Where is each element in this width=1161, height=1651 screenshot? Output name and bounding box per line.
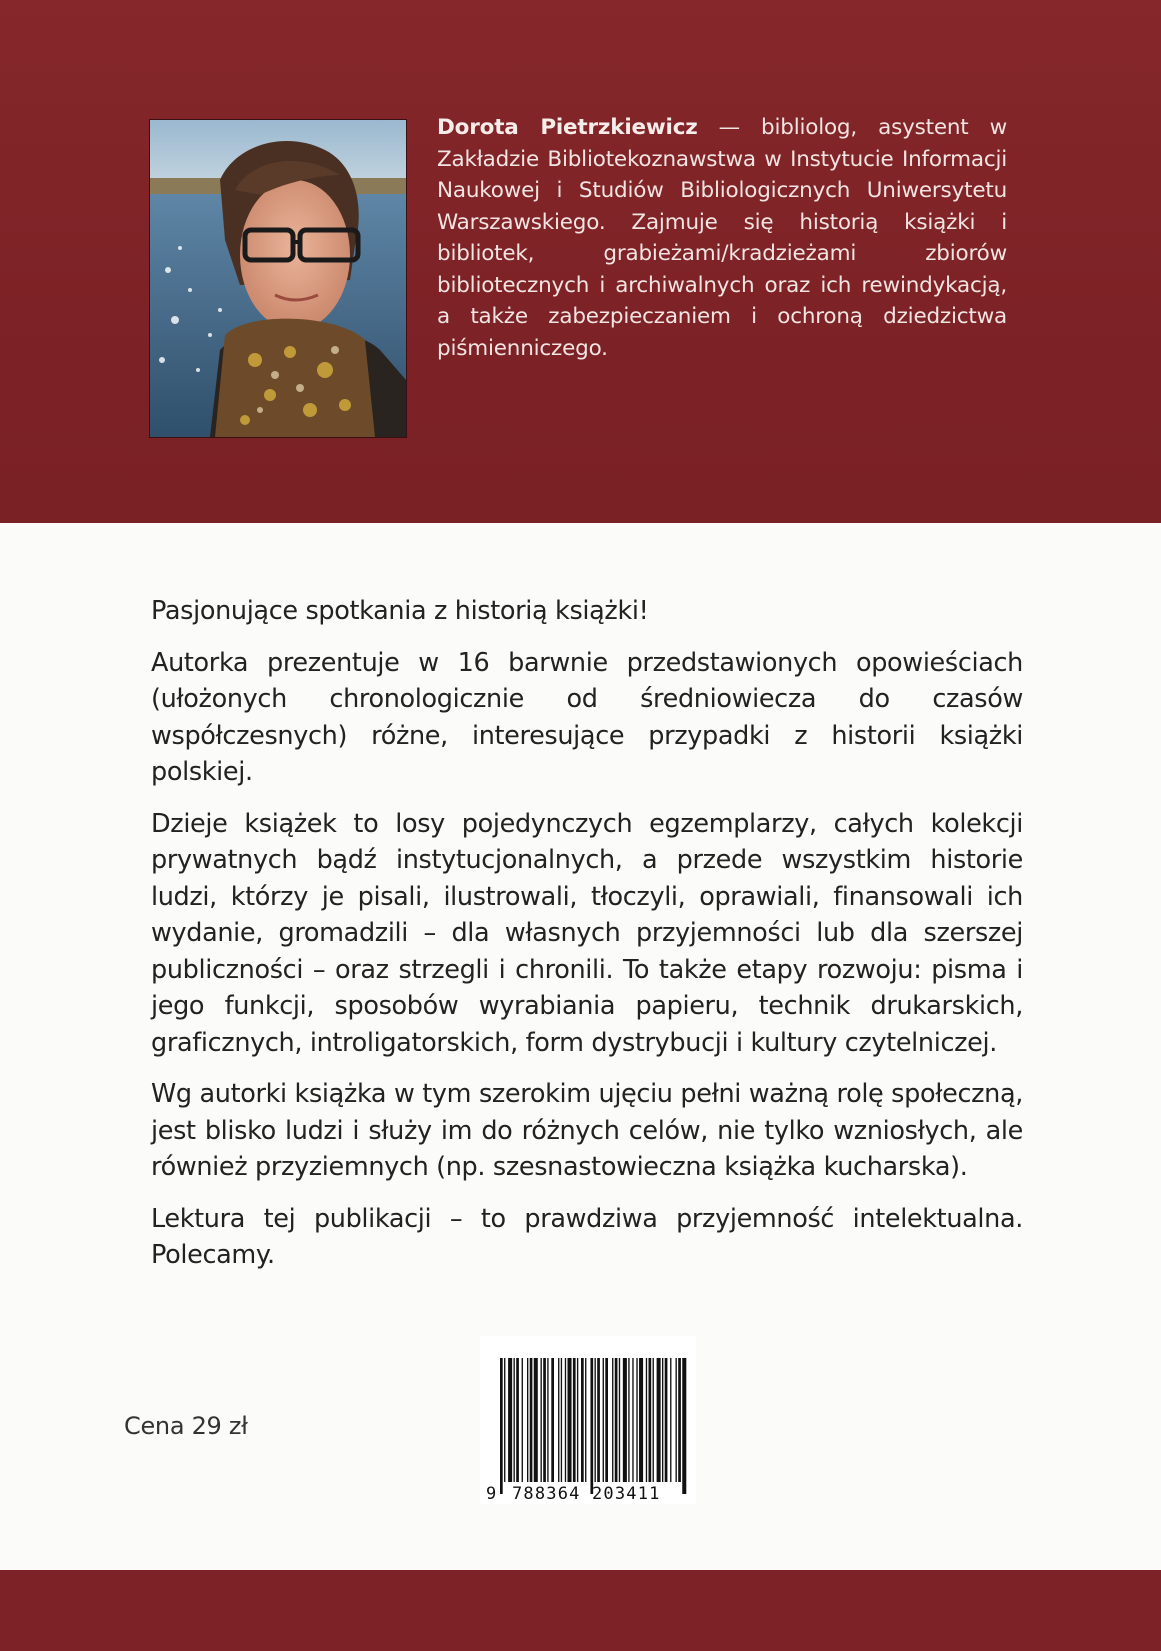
barcode xyxy=(480,1336,696,1504)
barcode-bar xyxy=(595,1358,596,1482)
barcode-bar xyxy=(676,1358,677,1482)
price-label: Cena 29 zł xyxy=(124,1412,248,1440)
author-photo xyxy=(149,119,407,438)
barcode-bar xyxy=(632,1358,633,1482)
barcode-bar xyxy=(649,1358,652,1482)
barcode-bar xyxy=(508,1358,512,1482)
barcode-bar xyxy=(628,1358,629,1482)
barcode-bar xyxy=(678,1358,681,1482)
barcode-bar xyxy=(639,1358,643,1482)
barcode-bar xyxy=(597,1358,600,1482)
ean-group-2: 203411 xyxy=(592,1484,661,1504)
barcode-bar xyxy=(541,1358,542,1482)
barcode-bar xyxy=(605,1358,608,1482)
blurb-paragraph: Wg autorki książka w tym szerokim ujęciu pełni ważną rolę społeczną, jest blisko ludzi i służy im do różnych celów, nie tylko wzniosłych, ale również przyziemnych (np. szesnastowieczna książka kucharska). xyxy=(151,1079,1023,1182)
ean-first-digit: 9 xyxy=(486,1484,498,1504)
barcode-bar xyxy=(653,1358,654,1482)
barcode-bar xyxy=(516,1358,519,1482)
barcode-bar xyxy=(543,1358,546,1482)
barcode-bar xyxy=(547,1358,548,1482)
barcode-bar xyxy=(657,1358,661,1482)
blurb-paragraph: Autorka prezentuje w 16 barwnie przedstawionych opowieściach (ułożonych chronologicznie od średniowiecza do czasów współczesnych) różne, interesujące przypadki z historii książki polskiej. xyxy=(151,647,1023,787)
barcode-bar xyxy=(527,1358,528,1482)
barcode-bar xyxy=(612,1358,613,1482)
barcode-bar xyxy=(577,1358,578,1482)
barcode-bar xyxy=(590,1358,593,1494)
barcode-bar xyxy=(522,1358,523,1482)
barcode-bar xyxy=(619,1358,620,1482)
barcode-bar xyxy=(530,1358,533,1482)
barcode-bar xyxy=(665,1358,668,1482)
barcode-bar xyxy=(568,1358,572,1482)
barcode-bar xyxy=(636,1358,637,1482)
author-name: Dorota Pietrzkiewicz xyxy=(437,115,698,140)
ean-group-1: 788364 xyxy=(512,1484,581,1504)
barcode-bar xyxy=(534,1358,538,1482)
barcode-bar xyxy=(504,1358,505,1482)
barcode-bar xyxy=(646,1358,647,1482)
blurb-paragraph: Dzieje książek to losy pojedynczych egzemplarzy, całych kolekcji prywatnych bądź instytucjonalnych, a przede wszystkim historie ludzi, którzy je pisali, ilustrowali, tłoczyli, oprawiali, finansowali ich wydanie, gromadzili – dla własnych przyjemności lub dla szerszej publiczności – oraz strzegli i chronili. To także etapy rozwoju: pisma i jego funkcji, sposobów wyrabiania papieru, technik drukarskich, graficznych, introligatorskich, form dystrybucji i kultury czytelniczej. xyxy=(151,808,1023,1058)
barcode-bar xyxy=(603,1358,604,1482)
bottom-cover-band xyxy=(0,1570,1161,1651)
barcode-bar xyxy=(585,1358,586,1482)
barcode-bar xyxy=(623,1358,627,1482)
barcode-bar xyxy=(682,1358,686,1494)
book-blurb xyxy=(151,593,1023,1289)
barcode-bar xyxy=(558,1358,559,1482)
barcode-bar xyxy=(551,1358,554,1482)
barcode-bar xyxy=(565,1358,566,1482)
barcode-bar xyxy=(573,1358,576,1482)
barcode-bar xyxy=(581,1358,584,1482)
barcode-bar xyxy=(662,1358,663,1482)
blurb-paragraph: Lektura tej publikacji – to prawdziwa przyjemność intelektualna. Polecamy. xyxy=(151,1203,1023,1270)
blurb-paragraph: Pasjonujące spotkania z historią książki! xyxy=(151,596,649,626)
barcode-bar xyxy=(500,1358,503,1494)
barcode-bar xyxy=(670,1358,671,1482)
barcode-bar xyxy=(615,1358,618,1482)
author-bio xyxy=(437,112,1007,364)
barcode-bar xyxy=(514,1358,515,1482)
barcode-bar xyxy=(561,1358,562,1482)
author-bio-text: — bibliolog, asystent w Zakładzie Bibliotekoznawstwa w Instytucie Informacji Naukowej i Studiów Bibliologicznych Uniwersytetu Warszawskiego. Zajmuje się historią książki i bibliotek, grabieżami/kradzieżami zbiorów bibliotecznych i archiwalnych oraz ich rewindykacją, a także zabezpieczaniem i ochroną dziedzictwa piśmienniczego. xyxy=(437,115,1007,361)
